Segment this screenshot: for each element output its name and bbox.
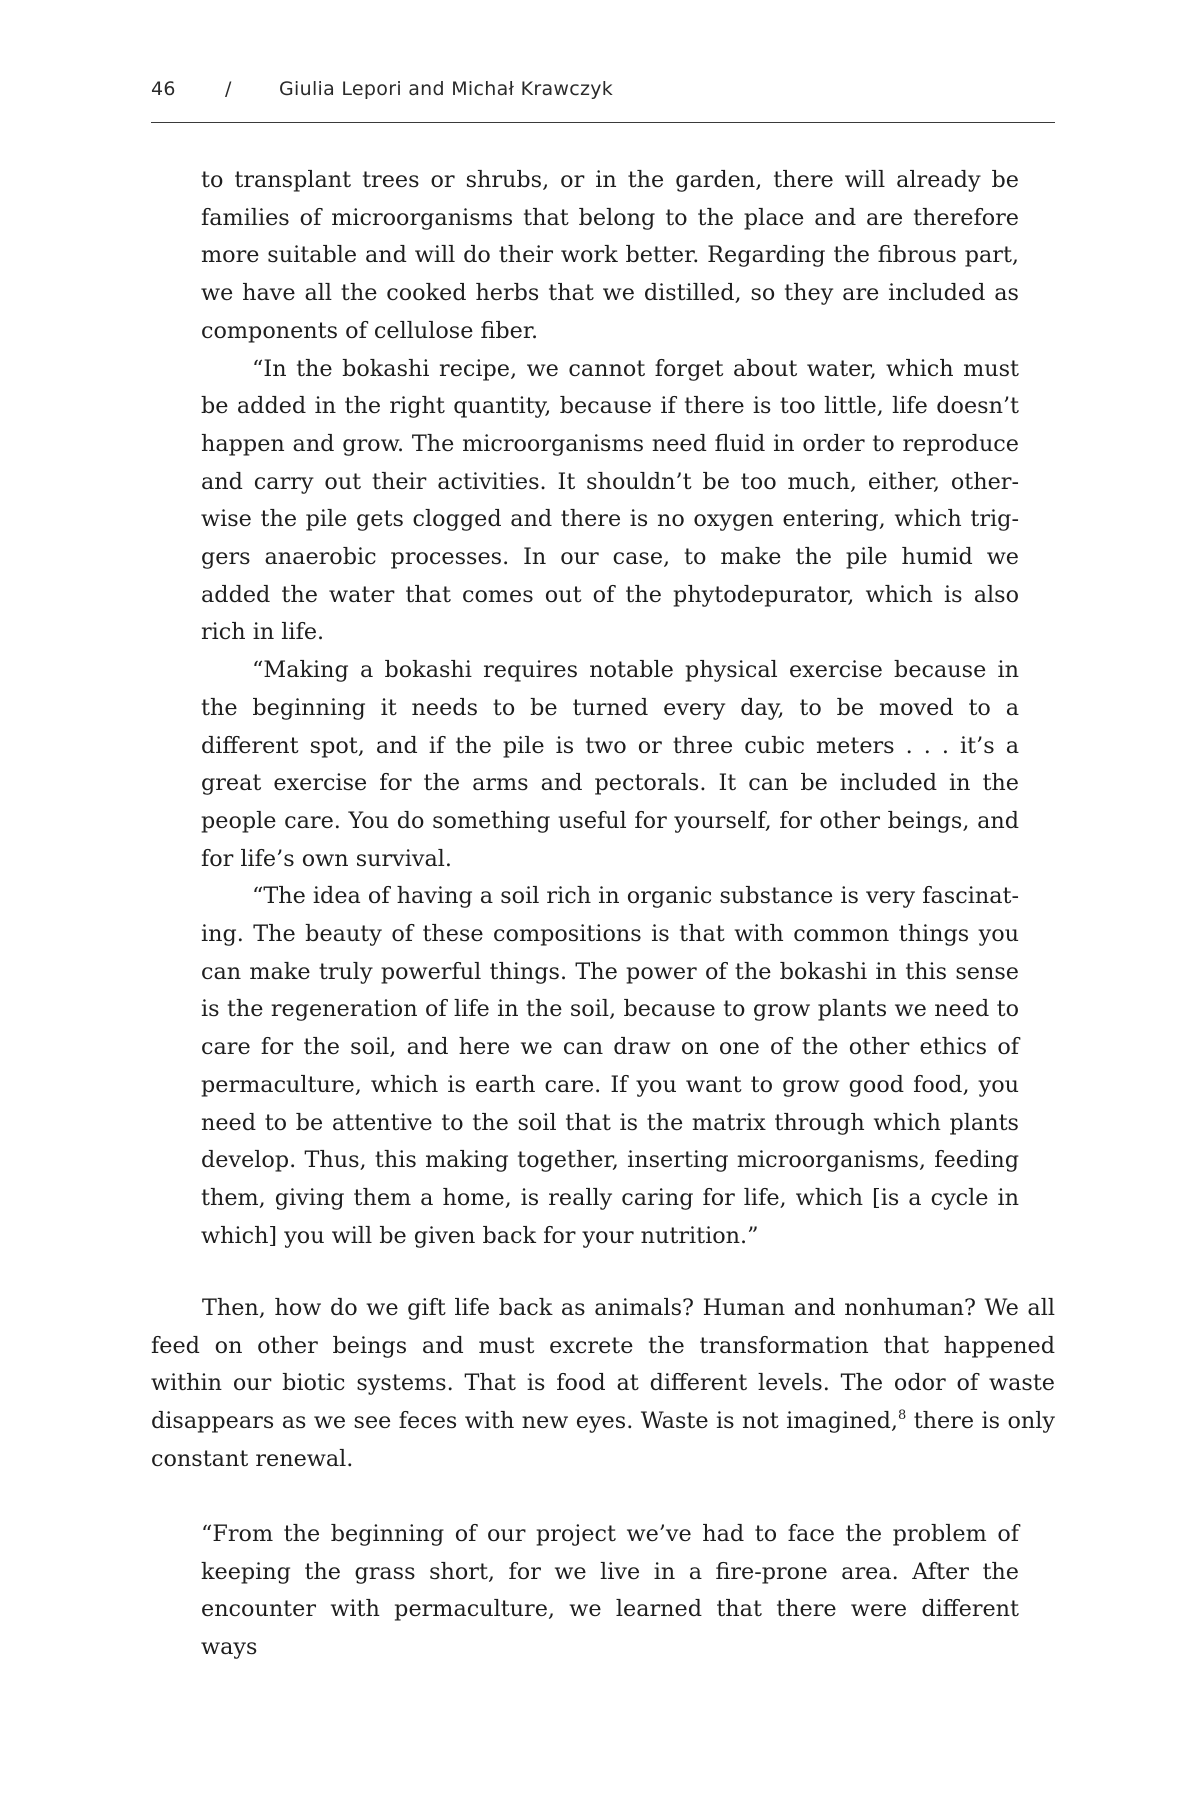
block-quote-2 xyxy=(201,1516,1019,1667)
block-quote-1 xyxy=(201,162,1019,1255)
body-text-after-note: there is only constant renewal. xyxy=(151,1408,1055,1472)
quote-paragraph: to transplant trees or shrubs, or in the garden, there will already be families of microorganisms that belong to the place and are therefore more suitable and will do their work better. Regarding the fibrous part, we have all the cooked herbs that we distilled, so they are included as components of cellulose fiber. xyxy=(201,167,1019,344)
body-paragraph xyxy=(151,1290,1055,1479)
quote-paragraph: “Making a bokashi requires notable physical exercise because in the beginning it needs to be turned every day, to be moved to a different spot, and if the pile is two or three cubic meters . . . it’s a great exercise for the arms and pectorals. It can be included in the people care. You do something useful for yourself, for other beings, and for life’s own survival. xyxy=(201,657,1019,872)
quote-paragraph: “The idea of having a soil rich in organic substance is very fascinating. The beauty of these compositions is that with common things you can make truly powerful things. The power of the bokashi in this sense is the regeneration of life in the soil, because to grow plants we need to care for the soil, and here we can draw on one of the other ethics of permaculture, which is earth care. If you want to grow good food, you need to be attentive to the soil that is the matrix through which plants develop. Thus, this making together, inserting microorganisms, feeding them, giving them a home, is really caring for life, which [is a cycle in which] you will be given back for your nutrition.” xyxy=(201,883,1019,1249)
body-text-before-note: Then, how do we gift life back as animals? Human and nonhuman? We all feed on other beings and must excrete the transformation that happened within our biotic systems. That is food at different levels. The odor of waste disappears as we see feces with new eyes. Waste is not imagined, xyxy=(151,1295,1055,1435)
page-number: 46 xyxy=(151,78,176,100)
running-head-authors: Giulia Lepori and Michał Krawczyk xyxy=(279,78,614,100)
header-rule xyxy=(151,122,1055,123)
header-separator: / xyxy=(225,78,232,100)
footnote-reference[interactable]: 8 xyxy=(898,1408,907,1424)
body-paragraph-block xyxy=(151,1290,1055,1479)
quote-paragraph: “From the beginning of our project we’ve had to face the problem of keeping the grass short, for we live in a fire-prone area. After the encounter with permaculture, we learned that there were different ways xyxy=(201,1521,1019,1661)
quote-paragraph: “In the bokashi recipe, we cannot forget about water, which must be added in the right quantity, because if there is too little, life doesn’t happen and grow. The microorganisms need fluid in order to reproduce and carry out their activities. It shouldn’t be too much, either, otherwise the pile gets clogged and there is no oxygen entering, which triggers anaerobic processes. In our case, to make the pile humid we added the water that comes out of the phytodepurator, which is also rich in life. xyxy=(201,355,1019,646)
running-head xyxy=(151,78,1055,110)
